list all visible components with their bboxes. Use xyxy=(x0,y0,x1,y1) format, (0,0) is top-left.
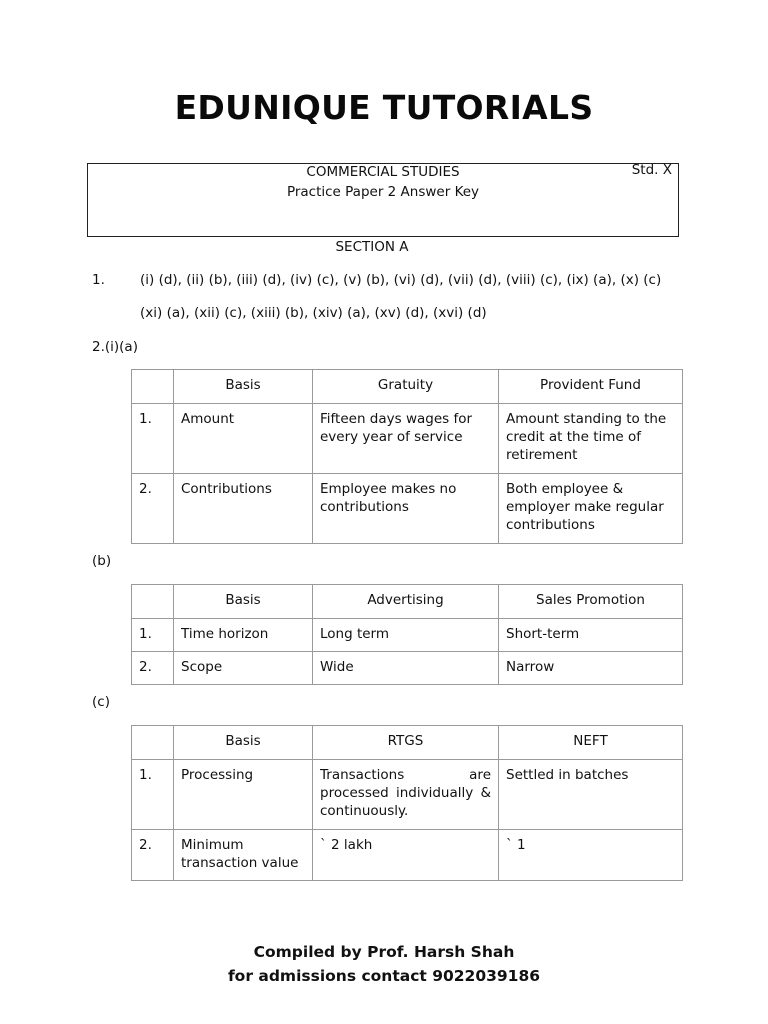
neft-cell: Settled in batches xyxy=(499,760,683,830)
header-cell: Basis xyxy=(174,726,313,760)
document-title: EDUNIQUE TUTORIALS xyxy=(174,88,594,127)
question-2c-label: (c) xyxy=(92,694,110,710)
header-cell: Gratuity xyxy=(313,370,499,404)
table-row xyxy=(132,652,683,685)
sales-promotion-cell: Narrow xyxy=(499,652,683,685)
question-2b-label: (b) xyxy=(92,553,112,569)
advertising-vs-sales-promotion-table xyxy=(131,584,683,685)
row-number: 2. xyxy=(132,652,174,685)
sales-promotion-cell: Short-term xyxy=(499,619,683,652)
row-number: 1. xyxy=(132,619,174,652)
standard-label: Std. X xyxy=(631,162,672,178)
subject-name: COMMERCIAL STUDIES xyxy=(306,164,460,180)
basis-cell: Scope xyxy=(174,652,313,685)
row-number: 2. xyxy=(132,474,174,544)
advertising-cell: Long term xyxy=(313,619,499,652)
row-number: 1. xyxy=(132,404,174,474)
section-heading: SECTION A xyxy=(335,239,409,255)
header-cell xyxy=(132,585,174,619)
basis-cell: Processing xyxy=(174,760,313,830)
footer-compiled-by: Compiled by Prof. Harsh Shah xyxy=(253,943,515,961)
header-cell: NEFT xyxy=(499,726,683,760)
gratuity-cell: Fifteen days wages for every year of service xyxy=(313,404,499,474)
rtgs-cell: Transactions are processed individually & continuously. xyxy=(313,760,499,830)
gratuity-cell: Employee makes no contributions xyxy=(313,474,499,544)
table-header-row xyxy=(132,370,683,404)
paper-header-box xyxy=(87,163,679,237)
header-cell xyxy=(132,726,174,760)
basis-cell: Contributions xyxy=(174,474,313,544)
header-cell: RTGS xyxy=(313,726,499,760)
table-row xyxy=(132,619,683,652)
table-row xyxy=(132,474,683,544)
table-header-row xyxy=(132,585,683,619)
question-1-answers-line-2: (xi) (a), (xii) (c), (xiii) (b), (xiv) (a), (xv) (d), (xvi) (d) xyxy=(140,305,487,321)
neft-cell: ` 1 xyxy=(499,830,683,881)
header-cell: Advertising xyxy=(313,585,499,619)
table-row xyxy=(132,830,683,881)
rtgs-cell: ` 2 lakh xyxy=(313,830,499,881)
provident-fund-cell: Amount standing to the credit at the time of retirement xyxy=(499,404,683,474)
row-number: 2. xyxy=(132,830,174,881)
header-cell: Basis xyxy=(174,585,313,619)
gratuity-vs-provident-fund-table xyxy=(131,369,683,544)
table-row xyxy=(132,760,683,830)
question-1-answers-line-1: (i) (d), (ii) (b), (iii) (d), (iv) (c), (v) (b), (vi) (d), (vii) (d), (viii) (c), (ix) (a), (x) (c) xyxy=(140,272,662,288)
header-cell: Provident Fund xyxy=(499,370,683,404)
basis-cell: Amount xyxy=(174,404,313,474)
header-cell xyxy=(132,370,174,404)
basis-cell: Time horizon xyxy=(174,619,313,652)
provident-fund-cell: Both employee & employer make regular contributions xyxy=(499,474,683,544)
footer-admissions-contact: for admissions contact 9022039186 xyxy=(227,967,541,985)
table-header-row xyxy=(132,726,683,760)
rtgs-vs-neft-table xyxy=(131,725,683,881)
row-number: 1. xyxy=(132,760,174,830)
header-cell: Basis xyxy=(174,370,313,404)
table-row xyxy=(132,404,683,474)
paper-name: Practice Paper 2 Answer Key xyxy=(286,184,480,200)
question-2a-label: 2.(i)(a) xyxy=(92,339,138,355)
advertising-cell: Wide xyxy=(313,652,499,685)
basis-cell: Minimum transaction value xyxy=(174,830,313,881)
question-1-number: 1. xyxy=(92,272,105,288)
header-cell: Sales Promotion xyxy=(499,585,683,619)
